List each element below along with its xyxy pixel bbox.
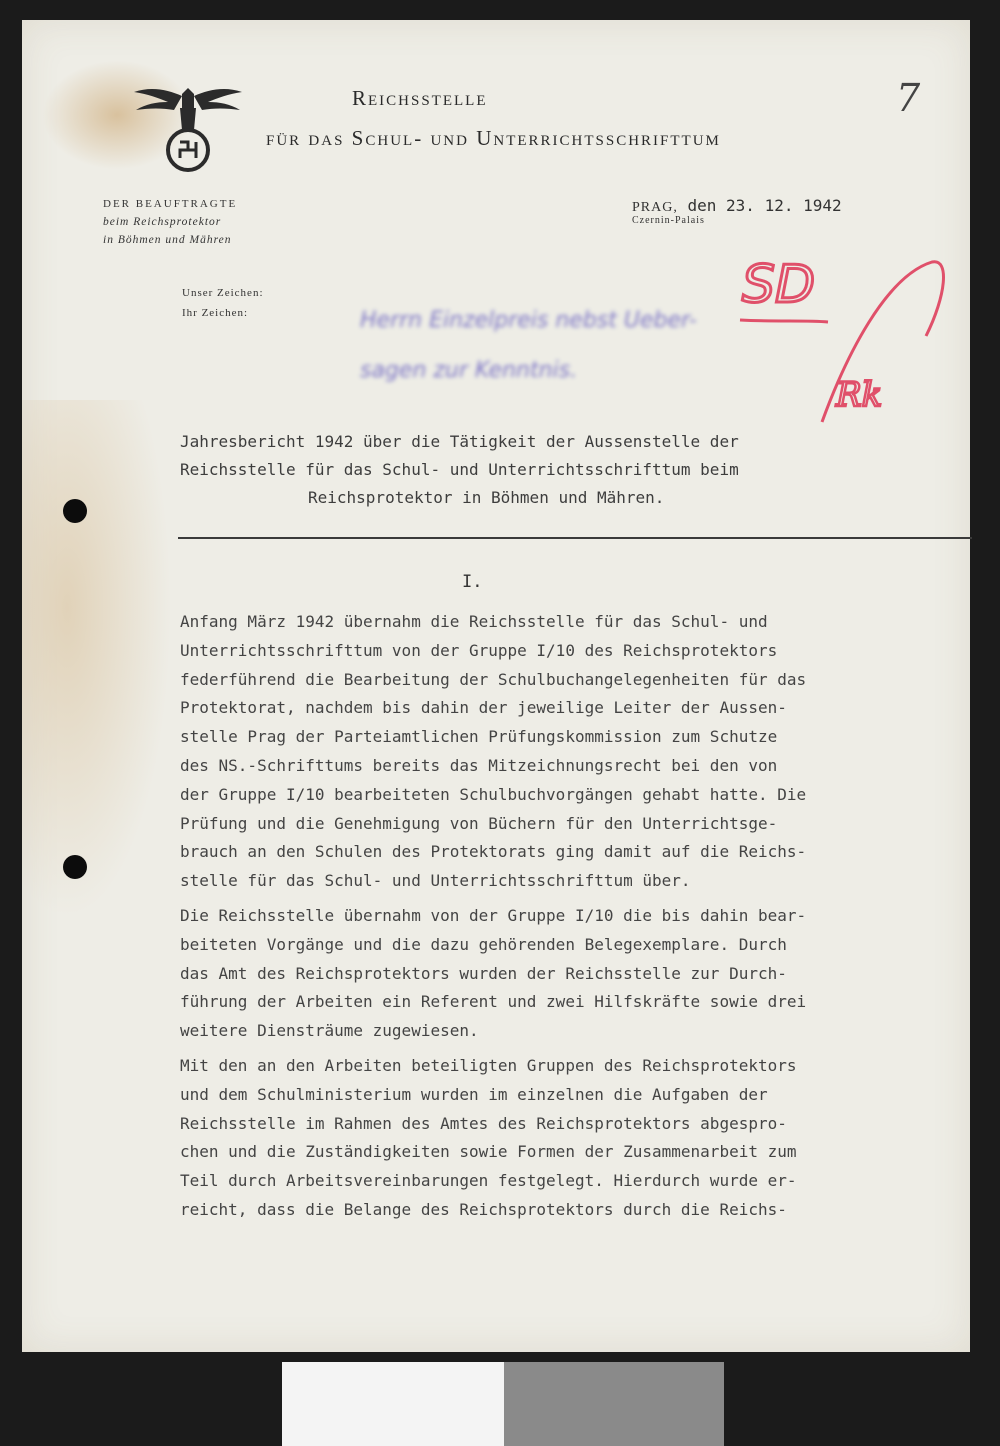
- czernin-palais: Czernin-Palais: [632, 215, 705, 226]
- red-initials: SD: [742, 255, 816, 315]
- report-title: [180, 428, 880, 512]
- title-line2: Reichsstelle für das Schul- und Unterrichtsschrifttum beim: [180, 460, 739, 479]
- paragraph-2: Die Reichsstelle übernahm von der Gruppe I/10 die bis dahin bear- beiteten Vorgänge und die dazu gehörenden Belegexemplare. Durch das Amt des Reichsprotektors wurden der Reichsstelle zur Durch- führung der Arbeiten ein Referent und zwei Hilfskräfte sowie drei weitere Diensträume zugewiesen.: [180, 905, 807, 1041]
- sender-title: DER BEAUFTRAGTE: [103, 198, 238, 210]
- paragraph-1: Anfang März 1942 übernahm die Reichsstelle für das Schul- und Unterrichtsschrifttum von der Gruppe I/10 des Reichsprotektors federführend die Bearbeitung der Schulbuchangelegenheiten für das Protektorat, nachdem bis dahin der jeweilige Leiter der Aussen- stelle Prag der Parteiamtlichen Prüfungskommission zum Schutze des NS.-Schrifttums bereits das Mitzeichnungsrecht bei den von der Gruppe I/10 bearbeiteten Schulbuchvorgängen gehabt hatte. Die Prüfung und die Genehmigung von Büchern für den Unterrichtsge- brauch an den Schulen des Protektorats ging damit auf die Reichs- stelle für das Schul- und Unterrichtsschrifttum über.: [180, 612, 807, 891]
- sender-region: in Böhmen und Mähren: [103, 234, 232, 246]
- blue-stamp: [360, 296, 730, 392]
- calibration-gray: [504, 1362, 724, 1446]
- red-pencil-marks: [736, 236, 956, 436]
- section-number: I.: [462, 572, 483, 592]
- stamp-line2: sagen zur Kenntnis.: [360, 358, 578, 383]
- title-line3: Reichsprotektor in Böhmen und Mähren.: [308, 488, 665, 507]
- body-text: [180, 608, 970, 1231]
- reference-block: [182, 283, 264, 323]
- date: den 23. 12. 1942: [687, 196, 842, 215]
- place: PRAG,: [632, 200, 678, 215]
- stamp-line1: Herrn Einzelpreis nebst Ueber-: [360, 308, 697, 333]
- eagle-emblem-icon: [128, 68, 248, 178]
- sender-block: [103, 195, 237, 249]
- ihr-zeichen: Ihr Zeichen:: [182, 307, 249, 319]
- unser-zeichen: Unser Zeichen:: [182, 287, 264, 299]
- red-signature: Rk: [836, 375, 883, 415]
- letterhead-line2: für das Schul- und Unterrichtsschrifttum: [266, 126, 721, 150]
- sender-beim: beim Reichsprotektor: [103, 216, 222, 228]
- paragraph-3: Mit den an den Arbeiten beteiligten Gruppen des Reichsprotektors und dem Schulministerium wurden im einzelnen die Aufgaben der Reichsstelle im Rahmen des Amtes des Reichsprotektors abgespro- chen und die Zuständigkeiten sowie Formen der Zusammenarbeit zum Teil durch Arbeitsvereinbarungen festgelegt. Hierdurch wurde er- reicht, dass die Belange des Reichsprotektors durch die Reichs-: [180, 1055, 797, 1219]
- punch-hole-top: [63, 499, 87, 523]
- calibration-white: [282, 1362, 504, 1446]
- title-line1: Jahresbericht 1942 über die Tätigkeit der Aussenstelle der: [180, 432, 739, 451]
- letterhead-line1: Reichsstelle: [352, 86, 488, 110]
- handwritten-page-number: 7: [896, 76, 921, 120]
- divider-rule: [178, 537, 972, 539]
- punch-hole-bottom: [63, 855, 87, 879]
- water-stain: [22, 400, 172, 920]
- place-date: [632, 196, 842, 216]
